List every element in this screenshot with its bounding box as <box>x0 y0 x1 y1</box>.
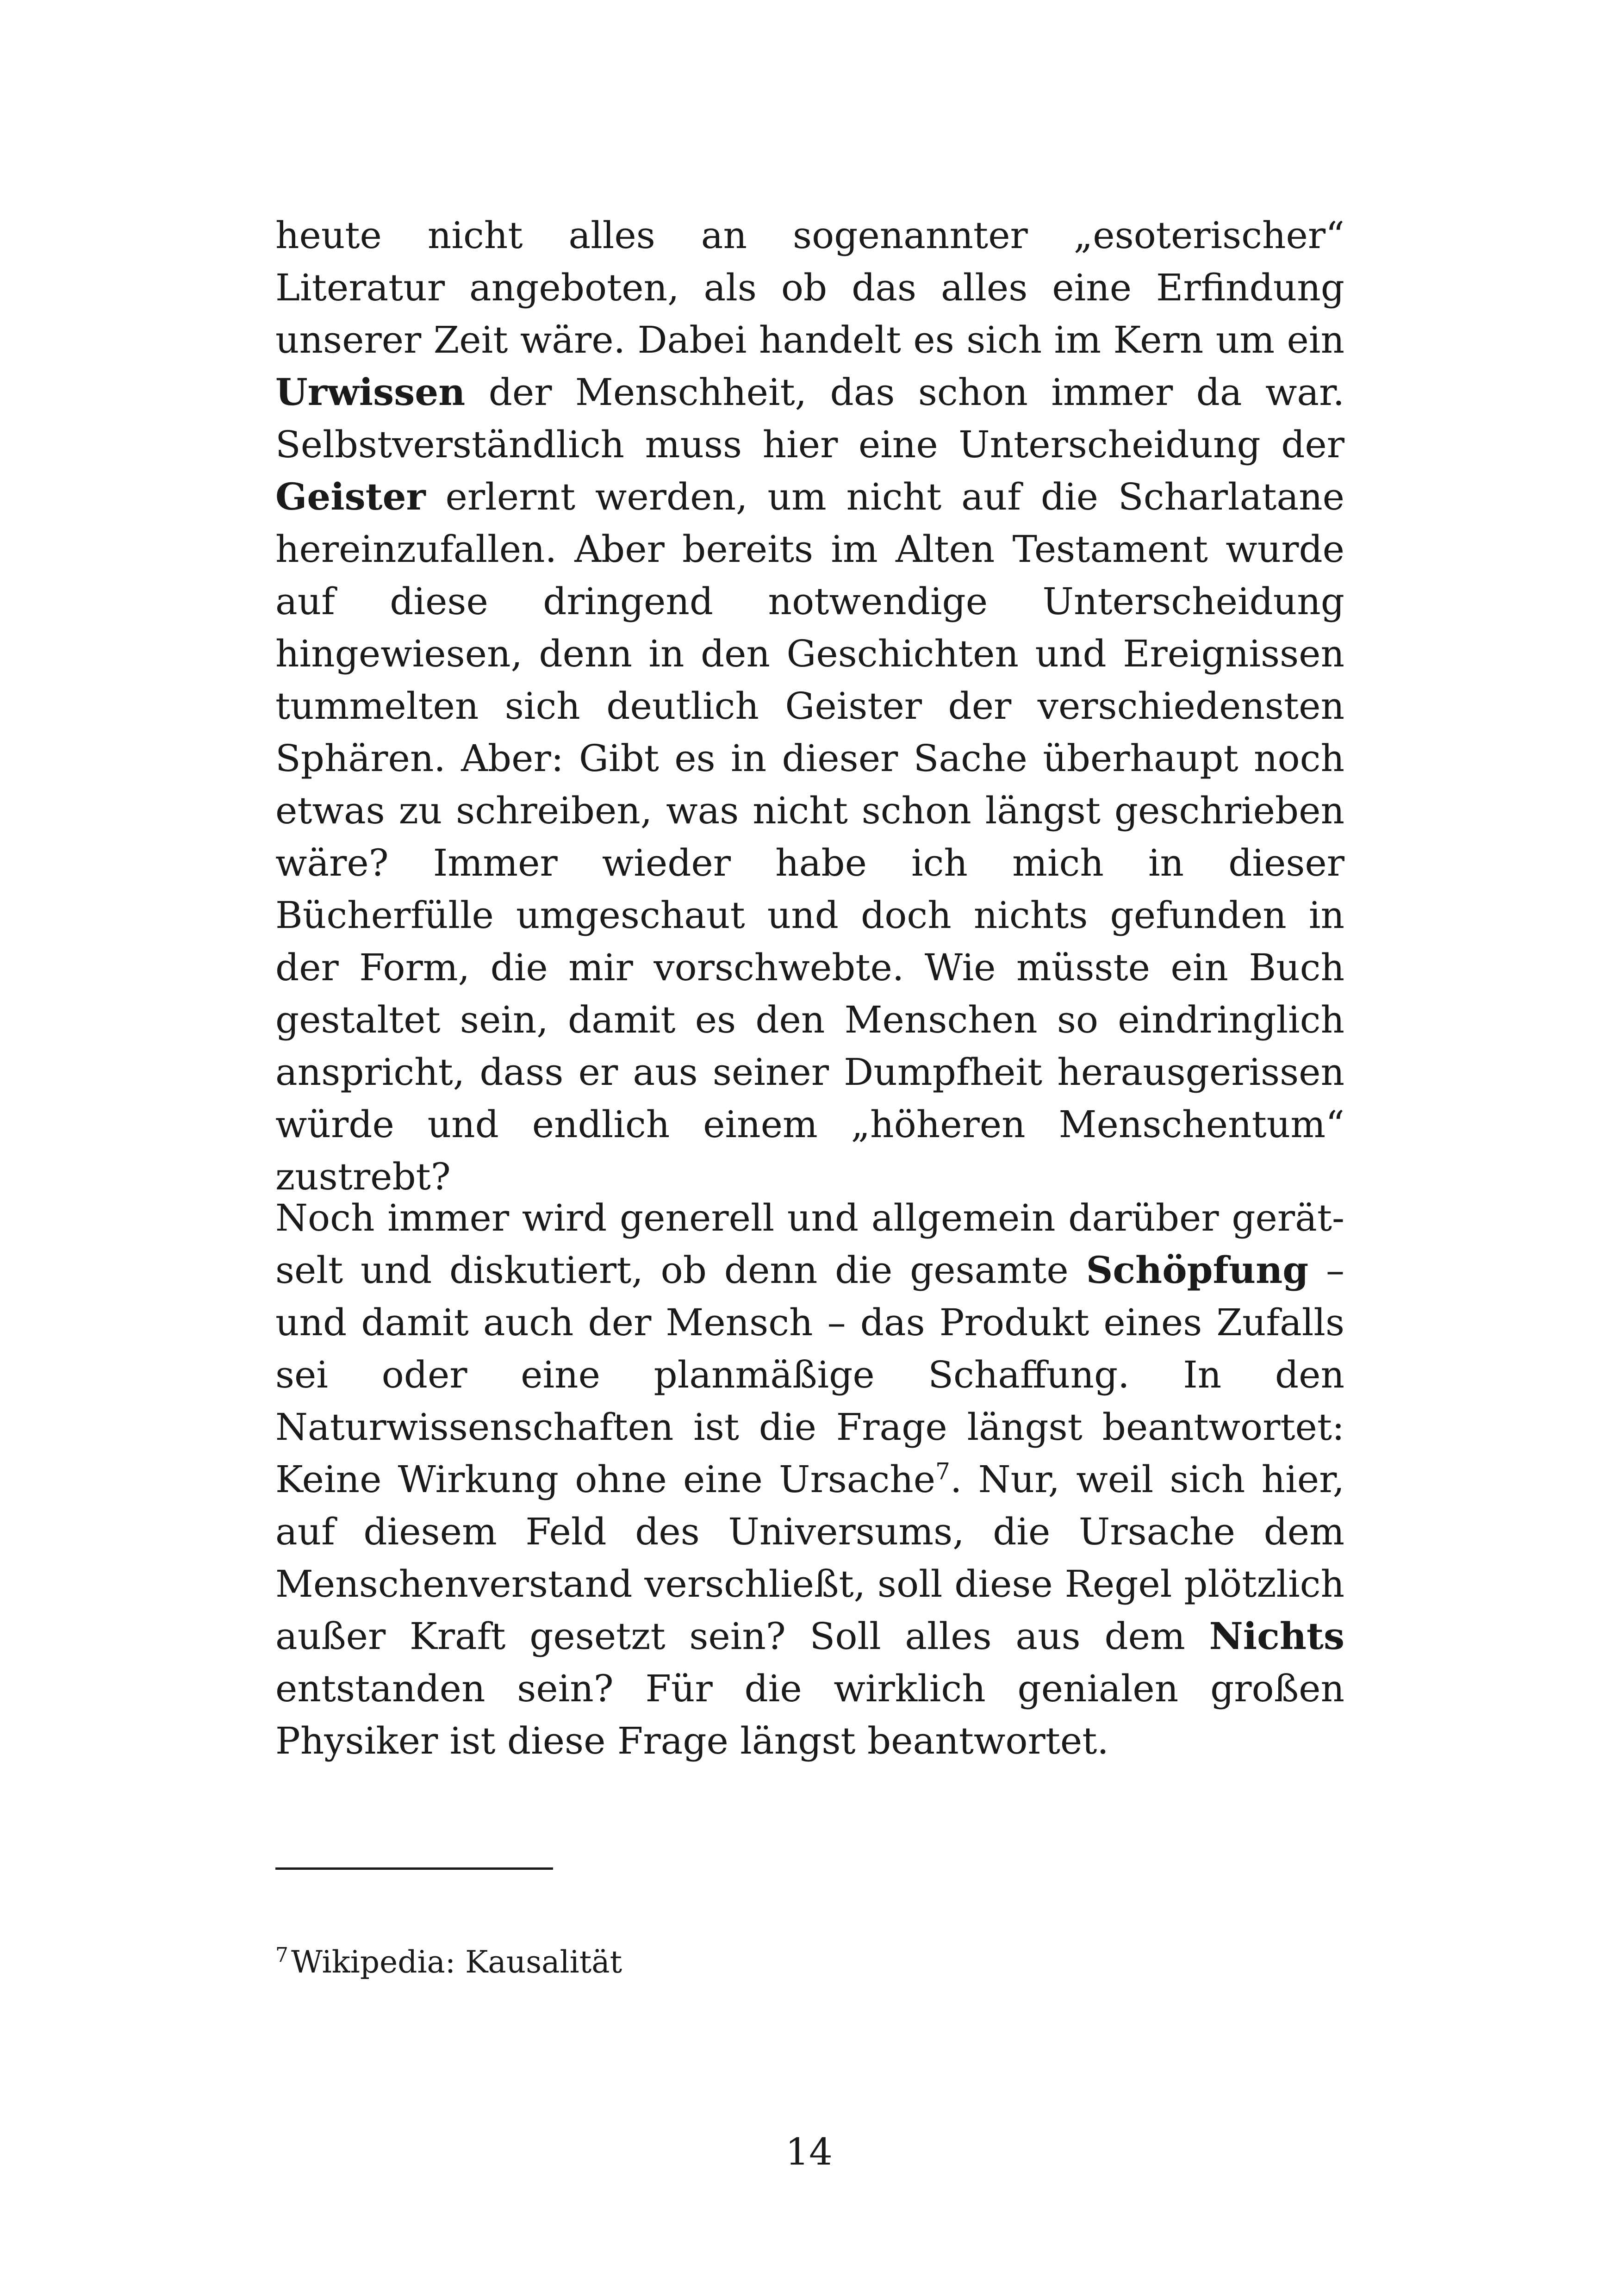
bold-term-nichts: Nichts <box>1209 1614 1344 1658</box>
text-run: heute nicht alles an sogenannter „esoterischer“ Literatur angeboten, als ob das alles eine Erfindung unserer Zeit wäre. Dabei handelt es sich im Kern um ein <box>275 214 1344 361</box>
text-run: entstanden sein? Für die wirklich genialen großen Physiker ist diese Frage längst beantwortet. <box>275 1667 1344 1762</box>
paragraph-text <box>275 1192 1344 1767</box>
bold-term-geister: Geister <box>275 475 426 518</box>
text-run: Noch immer wird generell und allgemein darüber gerätselt und diskutiert, ob denn die gesamte <box>275 1196 1344 1292</box>
footnote-text: Wikipedia: Kausalität <box>291 1944 622 1980</box>
footnote-divider <box>275 1867 553 1870</box>
text-run: – und damit auch der Mensch – das Produkt eines Zufalls sei oder eine planmäßige Schaffung. In den Naturwissenschaften ist die Frage längst beantwortet: Keine Wirkung ohne eine Ursache <box>275 1249 1344 1501</box>
body-paragraph-2 <box>275 1192 1344 1767</box>
footnote-number: 7 <box>275 1943 288 1967</box>
text-run: . Nur, weil sich hier, auf diesem Feld des Universums, die Ursache dem Menschenverstand verschließt, soll diese Regel plötzlich außer Kraft gesetzt sein? Soll alles aus dem <box>275 1458 1344 1658</box>
paragraph-text <box>275 209 1344 1203</box>
body-paragraph-1 <box>275 209 1344 1203</box>
footnote-reference[interactable]: 7 <box>935 1458 950 1485</box>
bold-term-schoepfung: Schöpfung <box>1086 1248 1309 1292</box>
bold-term-urwissen: Urwissen <box>275 370 466 414</box>
text-run: der Menschheit, das schon immer da war. Selbstverständlich muss hier eine Unterscheidung der <box>275 371 1344 466</box>
text-run: erlernt werden, um nicht auf die Scharlatane hereinzufallen. Aber bereits im Alten Testament wurde auf diese dringend notwendige Unterscheidung hingewiesen, denn in den Geschichten und Ereignissen tummelten sich deutlich Geister der verschiedensten Sphären. Aber: Gibt es in dieser Sache überhaupt noch etwas zu schreiben, was nicht schon längst geschrieben wäre? Immer wieder habe ich mich in dieser Bücherfülle umgeschaut und doch nichts gefunden in der Form, die mir vorschwebte. Wie müsste ein Buch gestaltet sein, damit es den Menschen so eindringlich anspricht, dass er aus seiner Dumpfheit herausgerissen würde und endlich einem „höheren Menschentum“ zustrebt? <box>275 475 1344 1198</box>
page-number: 14 <box>785 2130 833 2173</box>
footnote <box>275 1941 1344 1983</box>
